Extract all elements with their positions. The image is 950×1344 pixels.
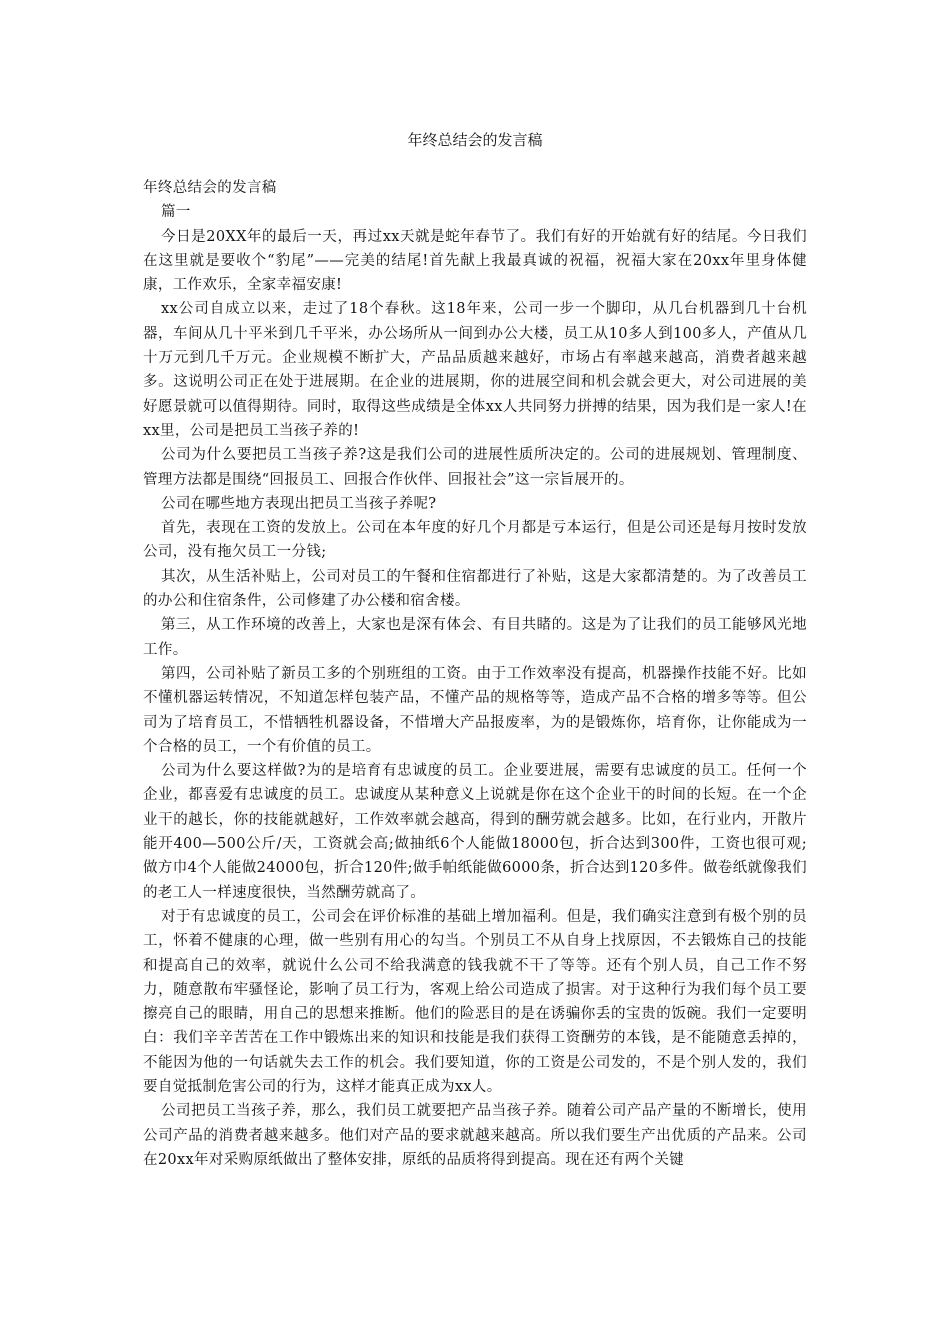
paragraph: 公司为什么要这样做?为的是培育有忠诚度的员工。企业要进展，需要有忠诚度的员工。任何一个企业，都喜爱有忠诚度的员工。忠诚度从某种意义上说就是你在这个企业干的时间的长短。在一个企业干的越长，你的技能就越好，工作效率就会越高，得到的酬劳就会越多。比如，在行业内，开散片能开400—500公斤/天，工资就会高;做抽纸6个人能做18000包，折合达到300件，工资也很可观;做方巾4个人能做24000包，折合120件;做手帕纸能做6000条，折合达到120多件。做卷纸就像我们的老工人一样速度很快，当然酬劳就高了。 xyxy=(143,763,807,901)
paragraph: 第三，从工作环境的改善上，大家也是深有体会、有目共睹的。这是为了让我们的员工能够风光地工作。 xyxy=(143,617,807,658)
document-heading: 年终总结会的发言稿 xyxy=(143,180,277,196)
paragraph: 公司把员工当孩子养，那么，我们员工就要把产品当孩子养。随着公司产品产量的不断增长，使用公司产品的消费者越来越多。他们对产品的要求就越来越高。所以我们要生产出优质的产品来。公司在20xx年对采购原纸做出了整体安排，原纸的品质将得到提高。现在还有两个关键 xyxy=(143,1103,807,1168)
document-body xyxy=(143,176,807,1172)
paragraph: 公司在哪些地方表现出把员工当孩子养呢? xyxy=(161,495,437,512)
section-label: 篇一 xyxy=(161,204,191,221)
document-title: 年终总结会的发言稿 xyxy=(407,131,543,149)
paragraph: xx公司自成立以来，走过了18个春秋。这18年来，公司一步一个脚印，从几台机器到几十台机器，车间从几十平米到几千平米，办公场所从一间到办公大楼，员工从10多人到100多人，产值从几十万元到几千万元。企业规模不断扩大，产品品质越来越好，市场占有率越来越高，消费者越来越多。这说明公司正在处于进展期。在企业的进展期，你的进展空间和机会就会更大，对公司进展的美好愿景就可以值得期待。同时，取得这些成绩是全体xx人共同努力拼搏的结果，因为我们是一家人!在xx里，公司是把员工当孩子养的! xyxy=(143,301,807,439)
paragraph: 其次，从生活补贴上，公司对员工的午餐和住宿都进行了补贴，这是大家都清楚的。为了改善员工的办公和住宿条件，公司修建了办公楼和宿舍楼。 xyxy=(143,568,807,610)
paragraph: 今日是20XX年的最后一天，再过xx天就是蛇年春节了。我们有好的开始就有好的结尾。今日我们在这里就是要收个“豹尾”——完美的结尾!首先献上我最真诚的祝福，祝福大家在20xx年里身体健康，工作欢乐，全家幸福安康! xyxy=(143,228,807,294)
paragraph: 第四，公司补贴了新员工多的个别班组的工资。由于工作效率没有提高，机器操作技能不好。比如不懂机器运转情况，不知道怎样包装产品，不懂产品的规格等等，造成产品不合格的增多等等。但公司为了培育员工，不惜牺牲机器设备，不惜增大产品报废率，为的是锻炼你，培育你，让你能成为一个合格的员工，一个有价值的员工。 xyxy=(143,665,807,755)
paragraph: 公司为什么要把员工当孩子养?这是我们公司的进展性质所决定的。公司的进展规划、管理制度、管理方法都是围绕“回报员工、回报合作伙伴、回报社会”这一宗旨展开的。 xyxy=(143,447,807,488)
paragraph: 首先，表现在工资的发放上。公司在本年度的好几个月都是亏本运行，但是公司还是每月按时发放公司，没有拖欠员工一分钱; xyxy=(143,520,807,561)
paragraph: 对于有忠诚度的员工，公司会在评价标准的基础上增加福利。但是，我们确实注意到有极个别的员工，怀着不健康的心理，做一些别有用心的勾当。个别员工不从自身上找原因，不去锻炼自己的技能和提高自己的效率，就说什么公司不给我满意的钱我就不干了等等。还有个别人员，自己工作不努力，随意散布牢骚怪论，影响了员工行为，客观上给公司造成了损害。对于这种行为我们每个员工要擦亮自己的眼睛，用自己的思想来推断。他们的险恶目的是在诱骗你丢的宝贵的饭碗。我们一定要明白：我们辛辛苦苦在工作中锻炼出来的知识和技能是我们获得工资酬劳的本钱，是不能随意丢掉的，不能因为他的一句话就失去工作的机会。我们要知道，你的工资是公司发的，不是个别人发的，我们要自觉抵制危害公司的行为，这样才能真正成为xx人。 xyxy=(143,908,807,1095)
